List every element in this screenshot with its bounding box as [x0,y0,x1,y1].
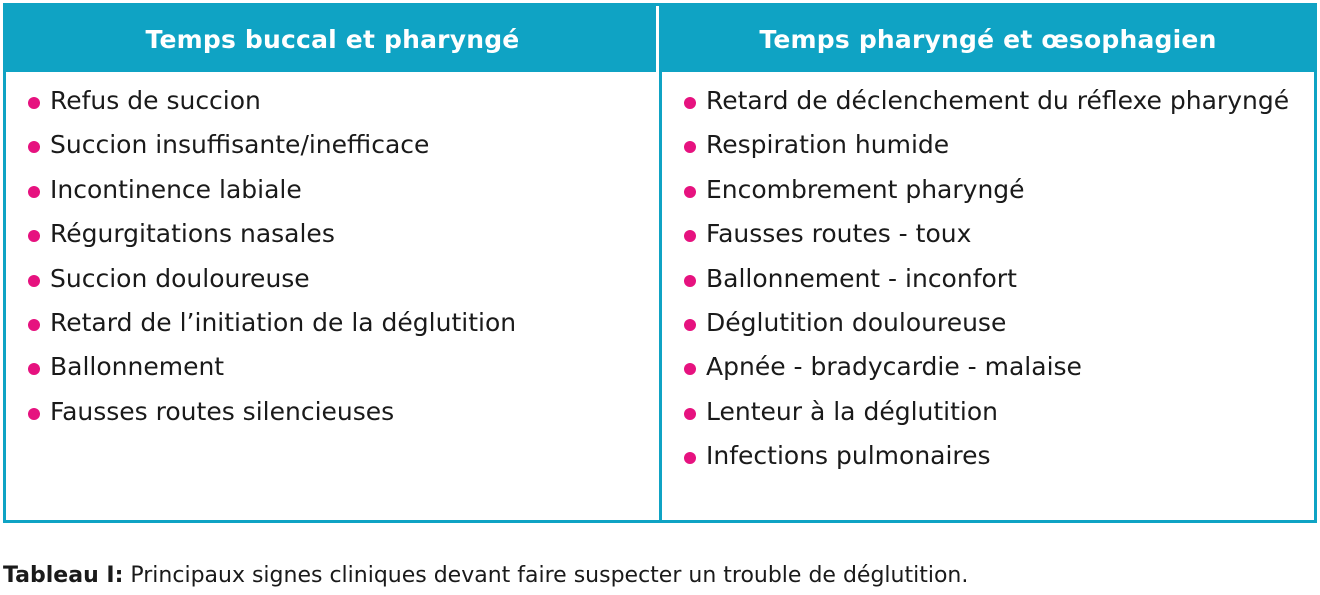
list-item: Ballonnement [28,348,659,386]
table-caption [3,563,968,589]
bullet-icon [28,230,40,242]
clinical-signs-table [3,3,1317,523]
bullet-icon [684,452,696,464]
bullet-icon [684,363,696,375]
bullet-icon [684,275,696,287]
bullet-icon [28,319,40,331]
column-buccal-pharyngeal [6,6,662,520]
bullet-icon [684,319,696,331]
signs-list [6,72,659,437]
list-item: Succion douloureuse [28,260,659,298]
bullet-icon [28,97,40,109]
signs-list [662,72,1314,482]
list-item: Régurgitations nasales [28,215,659,253]
list-item: Encombrement pharyngé [684,171,1314,209]
bullet-icon [28,186,40,198]
list-item: Succion insuffisante/inefficace [28,126,659,164]
list-item: Lenteur à la déglutition [684,393,1314,431]
bullet-icon [684,141,696,153]
list-item: Apnée - bradycardie - malaise [684,348,1314,386]
bullet-icon [28,275,40,287]
list-item: Retard de déclenchement du réflexe pharyngé [684,82,1314,120]
list-item: Fausses routes silencieuses [28,393,659,431]
caption-label: Tableau I: [3,563,124,588]
list-item: Déglutition douloureuse [684,304,1314,342]
list-item: Incontinence labiale [28,171,659,209]
list-item: Infections pulmonaires [684,437,1314,475]
list-item: Ballonnement - inconfort [684,260,1314,298]
bullet-icon [684,408,696,420]
bullet-icon [684,97,696,109]
list-item: Fausses routes - toux [684,215,1314,253]
caption-text: Principaux signes cliniques devant faire suspecter un trouble de déglutition. [123,563,969,588]
column-header: Temps buccal et pharyngé [6,6,659,72]
bullet-icon [28,408,40,420]
column-pharyngeal-esophageal [662,6,1314,520]
list-item: Respiration humide [684,126,1314,164]
bullet-icon [28,363,40,375]
bullet-icon [684,230,696,242]
bullet-icon [28,141,40,153]
list-item: Refus de succion [28,82,659,120]
bullet-icon [684,186,696,198]
column-header: Temps pharyngé et œsophagien [662,6,1314,72]
list-item: Retard de l’initiation de la déglutition [28,304,659,342]
